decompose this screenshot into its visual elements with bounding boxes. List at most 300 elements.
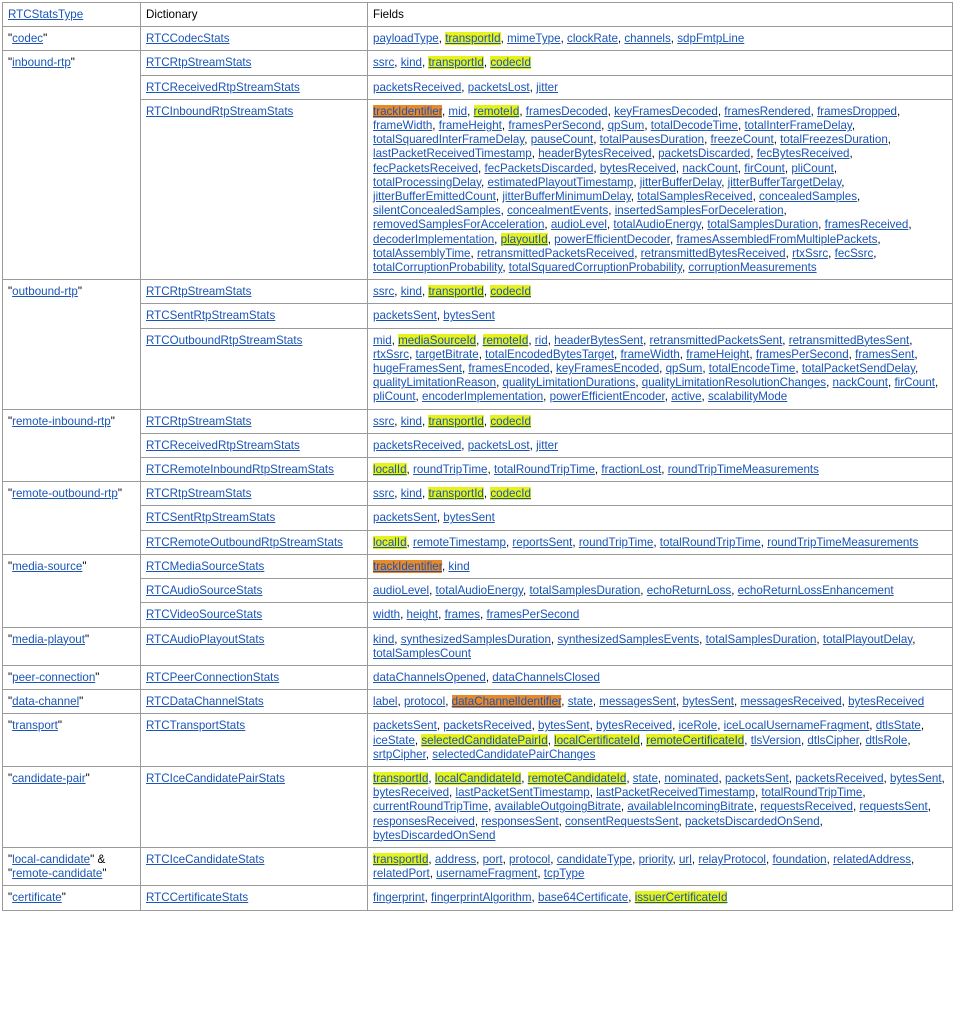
- field-link[interactable]: address: [434, 852, 477, 866]
- dictionary-link[interactable]: RTCRemoteInboundRtpStreamStats: [146, 463, 334, 477]
- field-link[interactable]: bytesDiscardedOnSend: [373, 828, 496, 842]
- field-link[interactable]: fecPacketsDiscarded: [484, 161, 594, 175]
- field-link[interactable]: bytesSent: [889, 771, 942, 785]
- field-link[interactable]: bytesReceived: [596, 719, 673, 733]
- field-link[interactable]: lastPacketReceivedTimestamp: [596, 786, 755, 800]
- dictionary-link[interactable]: RTCRemoteOutboundRtpStreamStats: [146, 535, 343, 549]
- field-link[interactable]: totalSamplesCount: [373, 646, 471, 660]
- table-row: [3, 554, 953, 578]
- stats-type-link[interactable]: codec: [12, 32, 44, 46]
- field-link[interactable]: fractionLost: [601, 463, 662, 477]
- field-link[interactable]: transportId: [428, 56, 484, 70]
- field-link[interactable]: state: [567, 695, 593, 709]
- field-link[interactable]: messagesReceived: [740, 695, 842, 709]
- stats-type-link[interactable]: inbound-rtp: [12, 56, 71, 70]
- separator-text: ,: [661, 463, 668, 477]
- dictionary-link[interactable]: RTCRtpStreamStats: [146, 487, 252, 501]
- field-link[interactable]: qualityLimitationResolutionChanges: [641, 376, 827, 390]
- field-link[interactable]: totalAudioEnergy: [613, 218, 701, 232]
- field-link[interactable]: packetsReceived: [443, 719, 532, 733]
- field-link[interactable]: retransmittedBytesReceived: [640, 246, 786, 260]
- header-cell-fields: Fields: [368, 3, 953, 27]
- field-link[interactable]: requestsSent: [859, 800, 928, 814]
- field-link[interactable]: base64Certificate: [538, 891, 629, 905]
- field-link[interactable]: framesPerSecond: [508, 119, 602, 133]
- separator-text: ": [8, 632, 13, 646]
- dictionary-link[interactable]: RTCSentRtpStreamStats: [146, 309, 276, 323]
- field-link[interactable]: packetsReceived: [795, 771, 884, 785]
- field-link[interactable]: totalProcessingDelay: [373, 175, 482, 189]
- field-link[interactable]: bytesSent: [682, 695, 735, 709]
- field-link[interactable]: mid: [373, 333, 392, 347]
- field-link[interactable]: dtlsState: [875, 719, 921, 733]
- field-link[interactable]: rtxSsrc: [792, 246, 829, 260]
- separator-text: ,: [528, 333, 535, 347]
- field-link[interactable]: priority: [638, 852, 673, 866]
- field-link[interactable]: jitter: [536, 80, 558, 94]
- field-link[interactable]: synthesizedSamplesDuration: [400, 632, 551, 646]
- separator-text: ,: [483, 285, 491, 299]
- dictionary-link[interactable]: RTCPeerConnectionStats: [146, 670, 280, 684]
- separator-text: ,: [481, 175, 488, 189]
- field-link[interactable]: jitter: [536, 438, 558, 452]
- dictionary-link[interactable]: RTCVideoSourceStats: [146, 608, 263, 622]
- field-link[interactable]: channels: [624, 32, 671, 46]
- field-link[interactable]: packetsLost: [467, 438, 530, 452]
- field-link[interactable]: mid: [448, 104, 468, 118]
- field-link[interactable]: kind: [448, 559, 470, 573]
- field-link[interactable]: requestsReceived: [760, 800, 853, 814]
- separator-text: ,: [857, 190, 861, 204]
- field-link[interactable]: headerBytesSent: [554, 333, 644, 347]
- field-link[interactable]: roundTripTime: [412, 463, 488, 477]
- field-link[interactable]: codecId: [490, 56, 531, 70]
- field-link[interactable]: ssrc: [373, 414, 395, 428]
- field-link[interactable]: framesReceived: [824, 218, 909, 232]
- field-link[interactable]: active: [671, 390, 702, 404]
- field-link[interactable]: pauseCount: [530, 133, 594, 147]
- field-link[interactable]: kind: [400, 285, 422, 299]
- field-link[interactable]: localCertificateId: [554, 733, 640, 747]
- dictionary-link[interactable]: RTCCodecStats: [146, 32, 230, 46]
- field-link[interactable]: bytesSent: [443, 309, 495, 323]
- dictionary-link[interactable]: RTCAudioSourceStats: [146, 584, 263, 598]
- field-link[interactable]: jitterBufferMinimumDelay: [502, 190, 631, 204]
- field-link[interactable]: totalRoundTripTime: [659, 535, 761, 549]
- field-link[interactable]: concealmentEvents: [507, 204, 609, 218]
- separator-text: ": [8, 867, 13, 881]
- dictionary-link[interactable]: RTCRtpStreamStats: [146, 285, 252, 299]
- field-link[interactable]: reportsSent: [512, 535, 573, 549]
- field-link[interactable]: localId: [373, 535, 407, 549]
- field-link[interactable]: bytesReceived: [373, 786, 450, 800]
- fields-cell: [368, 433, 953, 457]
- field-link[interactable]: totalSamplesDuration: [705, 632, 817, 646]
- field-link[interactable]: kind: [400, 56, 422, 70]
- field-link[interactable]: jitterBufferTargetDelay: [727, 175, 842, 189]
- field-link[interactable]: totalPacketSendDelay: [801, 362, 916, 376]
- field-link[interactable]: nackCount: [832, 376, 888, 390]
- separator-text: ,: [721, 175, 728, 189]
- field-link[interactable]: powerEfficientDecoder: [554, 232, 670, 246]
- stats-type-link[interactable]: data-channel: [12, 695, 80, 709]
- separator-text: ,: [628, 891, 635, 905]
- separator-text: ,: [717, 104, 725, 118]
- field-link[interactable]: kind: [373, 632, 395, 646]
- field-link[interactable]: label: [373, 695, 398, 709]
- fields-cell: [368, 627, 953, 665]
- dictionary-link[interactable]: RTCMediaSourceStats: [146, 559, 265, 573]
- field-link[interactable]: rtxSsrc: [373, 347, 410, 361]
- field-link[interactable]: packetsReceived: [373, 80, 462, 94]
- field-link[interactable]: firCount: [894, 376, 936, 390]
- field-link[interactable]: iceLocalUsernameFragment: [723, 719, 870, 733]
- separator-text: ,: [394, 56, 401, 70]
- field-link[interactable]: dataChannelIdentifier: [451, 695, 562, 709]
- separator-text: ,: [422, 487, 429, 501]
- stats-type-link[interactable]: candidate-pair: [12, 771, 86, 785]
- field-link[interactable]: headerBytesReceived: [538, 147, 652, 161]
- field-link[interactable]: srtpCipher: [373, 747, 426, 761]
- field-link[interactable]: packetsSent: [724, 771, 789, 785]
- field-link[interactable]: totalEncodeTime: [708, 362, 796, 376]
- field-link[interactable]: totalSquaredInterFrameDelay: [373, 133, 525, 147]
- field-link[interactable]: availableIncomingBitrate: [627, 800, 754, 814]
- field-link[interactable]: transportId: [445, 32, 501, 46]
- field-link[interactable]: foundation: [772, 852, 827, 866]
- field-link[interactable]: localId: [373, 463, 407, 477]
- field-link[interactable]: framesEncoded: [468, 362, 550, 376]
- separator-text: ,: [852, 800, 860, 814]
- stats-type-cell: [3, 27, 141, 51]
- dictionary-link[interactable]: RTCAudioPlayoutStats: [146, 632, 265, 646]
- header-cell-type: [3, 3, 141, 27]
- field-link[interactable]: trackIdentifier: [373, 104, 442, 118]
- field-link[interactable]: transportId: [373, 852, 429, 866]
- separator-text: ,: [816, 632, 823, 646]
- stats-type-link[interactable]: certificate: [12, 891, 62, 905]
- field-link[interactable]: remoteCertificateId: [646, 733, 745, 747]
- field-link[interactable]: iceRole: [678, 719, 718, 733]
- field-link[interactable]: retransmittedPacketsSent: [649, 333, 783, 347]
- field-link[interactable]: firCount: [744, 161, 785, 175]
- field-link[interactable]: selectedCandidatePairChanges: [432, 747, 596, 761]
- field-link[interactable]: silentConcealedSamples: [373, 204, 501, 218]
- field-link[interactable]: removedSamplesForAcceleration: [373, 218, 545, 232]
- field-link[interactable]: dataChannelsOpened: [373, 670, 486, 684]
- field-link[interactable]: responsesReceived: [373, 814, 475, 828]
- separator-text: ,: [718, 771, 725, 785]
- field-link[interactable]: availableOutgoingBitrate: [494, 800, 621, 814]
- field-link[interactable]: currentRoundTripTime: [373, 800, 489, 814]
- field-link[interactable]: relatedAddress: [833, 852, 912, 866]
- field-link[interactable]: usernameFragment: [436, 867, 538, 881]
- field-link[interactable]: iceState: [373, 733, 415, 747]
- separator-text: ,: [436, 719, 444, 733]
- field-link[interactable]: tlsVersion: [750, 733, 801, 747]
- field-link[interactable]: remoteCandidateId: [527, 771, 627, 785]
- field-link[interactable]: framesPerSecond: [486, 608, 580, 622]
- field-link[interactable]: qualityLimitationReason: [373, 376, 497, 390]
- field-link[interactable]: totalAudioEnergy: [435, 584, 523, 598]
- field-link[interactable]: messagesSent: [599, 695, 676, 709]
- field-link[interactable]: responsesSent: [481, 814, 559, 828]
- separator-text: ,: [414, 733, 422, 747]
- field-link[interactable]: totalSamplesDuration: [707, 218, 819, 232]
- separator-text: ,: [818, 218, 825, 232]
- field-link[interactable]: roundTripTime: [578, 535, 654, 549]
- field-link[interactable]: clockRate: [567, 32, 618, 46]
- field-link[interactable]: qpSum: [665, 362, 703, 376]
- field-link[interactable]: qualityLimitationDurations: [502, 376, 636, 390]
- field-link[interactable]: remoteId: [482, 333, 529, 347]
- field-link[interactable]: nominated: [664, 771, 719, 785]
- stats-type-link[interactable]: peer-connection: [12, 670, 96, 684]
- field-link[interactable]: packetsDiscarded: [658, 147, 751, 161]
- field-link[interactable]: retransmittedBytesSent: [788, 333, 910, 347]
- dictionary-link[interactable]: RTCRtpStreamStats: [146, 414, 252, 428]
- dictionary-link[interactable]: RTCDataChannelStats: [146, 695, 264, 709]
- field-link[interactable]: dataChannelsClosed: [492, 670, 600, 684]
- field-link[interactable]: synthesizedSamplesEvents: [557, 632, 700, 646]
- field-link[interactable]: candidateType: [556, 852, 633, 866]
- dictionary-link[interactable]: RTCTransportStats: [146, 719, 246, 733]
- stats-type-link[interactable]: local-candidate: [12, 852, 91, 866]
- field-link[interactable]: keyFramesEncoded: [556, 362, 660, 376]
- field-link[interactable]: mediaSourceId: [398, 333, 477, 347]
- field-link[interactable]: rid: [534, 333, 548, 347]
- field-link[interactable]: frameWidth: [620, 347, 680, 361]
- stats-type-header-link[interactable]: RTCStatsType: [8, 8, 84, 21]
- dictionary-cell: [141, 579, 368, 603]
- field-link[interactable]: totalEncodedBytesTarget: [485, 347, 615, 361]
- field-link[interactable]: bytesSent: [443, 511, 495, 525]
- separator-text: ,: [672, 852, 679, 866]
- field-link[interactable]: totalRoundTripTime: [761, 786, 863, 800]
- field-link[interactable]: totalSamplesReceived: [637, 190, 753, 204]
- field-link[interactable]: kind: [400, 414, 422, 428]
- field-link[interactable]: trackIdentifier: [373, 559, 442, 573]
- field-link[interactable]: kind: [400, 487, 422, 501]
- field-link[interactable]: url: [678, 852, 692, 866]
- separator-text: ": [61, 891, 66, 905]
- field-link[interactable]: framesPerSecond: [755, 347, 849, 361]
- stats-type-link[interactable]: transport: [12, 719, 58, 733]
- field-link[interactable]: width: [373, 608, 401, 622]
- field-link[interactable]: fingerprintAlgorithm: [431, 891, 532, 905]
- field-link[interactable]: relatedPort: [373, 867, 430, 881]
- field-link[interactable]: transportId: [428, 414, 484, 428]
- field-link[interactable]: totalDecodeTime: [650, 119, 738, 133]
- field-link[interactable]: ssrc: [373, 56, 395, 70]
- field-link[interactable]: dtlsRole: [865, 733, 908, 747]
- field-link[interactable]: bytesReceived: [599, 161, 676, 175]
- field-link[interactable]: targetBitrate: [415, 347, 479, 361]
- field-link[interactable]: tcpType: [543, 867, 585, 881]
- field-link[interactable]: packetsLost: [467, 80, 530, 94]
- separator-text: ,: [632, 852, 639, 866]
- dictionary-link[interactable]: RTCIceCandidatePairStats: [146, 771, 285, 785]
- field-link[interactable]: roundTripTimeMeasurements: [667, 463, 819, 477]
- field-link[interactable]: ssrc: [373, 487, 395, 501]
- field-link[interactable]: relayProtocol: [698, 852, 766, 866]
- field-link[interactable]: nackCount: [682, 161, 738, 175]
- stats-type-cell: [3, 690, 141, 714]
- field-link[interactable]: packetsReceived: [373, 438, 462, 452]
- field-link[interactable]: totalFreezesDuration: [780, 133, 888, 147]
- field-link[interactable]: packetsSent: [373, 719, 437, 733]
- field-link[interactable]: localCandidateId: [434, 771, 522, 785]
- field-link[interactable]: packetsSent: [373, 309, 437, 323]
- field-link[interactable]: bytesSent: [538, 719, 590, 733]
- field-link[interactable]: totalAssemblyTime: [373, 246, 471, 260]
- field-link[interactable]: roundTripTimeMeasurements: [767, 535, 919, 549]
- field-link[interactable]: protocol: [509, 852, 551, 866]
- field-link[interactable]: codecId: [490, 487, 531, 501]
- separator-text: ,: [428, 771, 435, 785]
- field-link[interactable]: remoteId: [473, 104, 520, 118]
- field-link[interactable]: decoderImplementation: [373, 232, 495, 246]
- fields-cell: [368, 458, 953, 482]
- stats-type-link[interactable]: outbound-rtp: [12, 285, 78, 299]
- separator-text: ,: [394, 487, 401, 501]
- field-link[interactable]: keyFramesDecoded: [614, 104, 718, 118]
- field-link[interactable]: encoderImplementation: [422, 390, 544, 404]
- dictionary-link[interactable]: RTCSentRtpStreamStats: [146, 511, 276, 525]
- table-row: [3, 280, 953, 304]
- stats-types-table: [2, 2, 953, 911]
- separator-text: ,: [795, 362, 802, 376]
- stats-type-cell: [3, 51, 141, 280]
- field-link[interactable]: dtlsCipher: [807, 733, 859, 747]
- field-link[interactable]: powerEfficientEncoder: [549, 390, 665, 404]
- table-row: [3, 886, 953, 910]
- field-link[interactable]: insertedSamplesForDeceleration: [614, 204, 784, 218]
- field-link[interactable]: packetsDiscardedOnSend: [684, 814, 820, 828]
- dictionary-link[interactable]: RTCRtpStreamStats: [146, 56, 252, 70]
- table-row: [3, 766, 953, 847]
- field-link[interactable]: hugeFramesSent: [373, 362, 462, 376]
- field-link[interactable]: remoteTimestamp: [412, 535, 506, 549]
- separator-text: ,: [485, 670, 493, 684]
- field-link[interactable]: totalPausesDuration: [599, 133, 705, 147]
- separator-text: ,: [394, 632, 401, 646]
- field-link[interactable]: ssrc: [373, 285, 395, 299]
- field-link[interactable]: totalSamplesDuration: [529, 584, 641, 598]
- field-link[interactable]: fingerprint: [373, 891, 425, 905]
- fields-cell: [368, 409, 953, 433]
- separator-text: ,: [436, 511, 444, 525]
- field-link[interactable]: audioLevel: [373, 584, 430, 598]
- dictionary-link[interactable]: RTCInboundRtpStreamStats: [146, 104, 294, 118]
- field-link[interactable]: qpSum: [607, 119, 645, 133]
- field-link[interactable]: pliCount: [373, 390, 416, 404]
- stats-type-link[interactable]: media-playout: [12, 632, 85, 646]
- field-link[interactable]: issuerCertificateId: [634, 891, 728, 905]
- dictionary-link[interactable]: RTCIceCandidateStats: [146, 852, 265, 866]
- field-link[interactable]: payloadType: [373, 32, 439, 46]
- field-link[interactable]: transportId: [428, 285, 484, 299]
- field-link[interactable]: transportId: [428, 487, 484, 501]
- field-link[interactable]: packetsSent: [373, 511, 437, 525]
- field-link[interactable]: audioLevel: [550, 218, 607, 232]
- dictionary-link[interactable]: RTCOutboundRtpStreamStats: [146, 333, 303, 347]
- separator-text: ,: [521, 771, 528, 785]
- field-link[interactable]: sdpFmtpLine: [677, 32, 745, 46]
- separator-text: ,: [887, 133, 892, 147]
- field-link[interactable]: consentRequestsSent: [565, 814, 679, 828]
- field-link[interactable]: echoReturnLoss: [646, 584, 732, 598]
- field-link[interactable]: retransmittedPacketsReceived: [476, 246, 635, 260]
- field-link[interactable]: concealedSamples: [759, 190, 857, 204]
- field-link[interactable]: port: [482, 852, 503, 866]
- field-link[interactable]: freezeCount: [710, 133, 774, 147]
- field-link[interactable]: fecPacketsReceived: [373, 161, 479, 175]
- field-link[interactable]: height: [406, 608, 439, 622]
- field-link[interactable]: estimatedPlayoutTimestamp: [487, 175, 634, 189]
- field-link[interactable]: mimeType: [507, 32, 561, 46]
- separator-text: ": [82, 559, 87, 573]
- field-link[interactable]: framesAssembledFromMultiplePackets: [676, 232, 878, 246]
- field-link[interactable]: frameHeight: [686, 347, 750, 361]
- separator-text: ,: [841, 695, 849, 709]
- field-link[interactable]: frameWidth: [373, 119, 433, 133]
- separator-text: ,: [409, 347, 416, 361]
- field-link[interactable]: protocol: [403, 695, 446, 709]
- dictionary-link[interactable]: RTCReceivedRtpStreamStats: [146, 438, 300, 452]
- field-link[interactable]: jitterBufferDelay: [639, 175, 722, 189]
- field-link[interactable]: codecId: [490, 414, 531, 428]
- field-link[interactable]: framesDropped: [817, 104, 897, 118]
- field-link[interactable]: totalPlayoutDelay: [822, 632, 913, 646]
- field-link[interactable]: fecSsrc: [834, 246, 874, 260]
- stats-type-link[interactable]: remote-inbound-rtp: [12, 414, 111, 428]
- field-link[interactable]: playoutId: [500, 232, 548, 246]
- field-link[interactable]: frames: [444, 608, 481, 622]
- separator-text: ,: [753, 800, 761, 814]
- stats-type-link[interactable]: media-source: [12, 559, 83, 573]
- separator-text: ,: [500, 204, 508, 218]
- field-link[interactable]: bytesReceived: [848, 695, 925, 709]
- field-link[interactable]: totalRoundTripTime: [493, 463, 595, 477]
- field-link[interactable]: jitterBufferEmittedCount: [373, 190, 496, 204]
- dictionary-link[interactable]: RTCCertificateStats: [146, 891, 249, 905]
- dictionary-link[interactable]: RTCReceivedRtpStreamStats: [146, 80, 300, 94]
- field-link[interactable]: totalCorruptionProbability: [373, 261, 503, 275]
- field-link[interactable]: fecBytesReceived: [756, 147, 850, 161]
- field-link[interactable]: selectedCandidatePairId: [421, 733, 548, 747]
- field-link[interactable]: state: [632, 771, 658, 785]
- field-link[interactable]: lastPacketSentTimestamp: [455, 786, 590, 800]
- field-link[interactable]: scalabilityMode: [707, 390, 788, 404]
- stats-type-link[interactable]: remote-candidate: [12, 867, 103, 881]
- field-link[interactable]: frameHeight: [438, 119, 502, 133]
- separator-text: ": [8, 414, 13, 428]
- field-link[interactable]: lastPacketReceivedTimestamp: [373, 147, 532, 161]
- field-link[interactable]: echoReturnLossEnhancement: [737, 584, 894, 598]
- field-link[interactable]: totalSquaredCorruptionProbability: [508, 261, 682, 275]
- field-link[interactable]: pliCount: [791, 161, 834, 175]
- separator-text: ,: [429, 867, 437, 881]
- field-link[interactable]: corruptionMeasurements: [688, 261, 817, 275]
- stats-type-link[interactable]: remote-outbound-rtp: [12, 487, 118, 501]
- field-link[interactable]: transportId: [373, 771, 429, 785]
- field-link[interactable]: framesRendered: [724, 104, 811, 118]
- field-link[interactable]: framesDecoded: [525, 104, 608, 118]
- field-link[interactable]: codecId: [490, 285, 531, 299]
- field-link[interactable]: totalInterFrameDelay: [744, 119, 852, 133]
- field-link[interactable]: framesSent: [855, 347, 915, 361]
